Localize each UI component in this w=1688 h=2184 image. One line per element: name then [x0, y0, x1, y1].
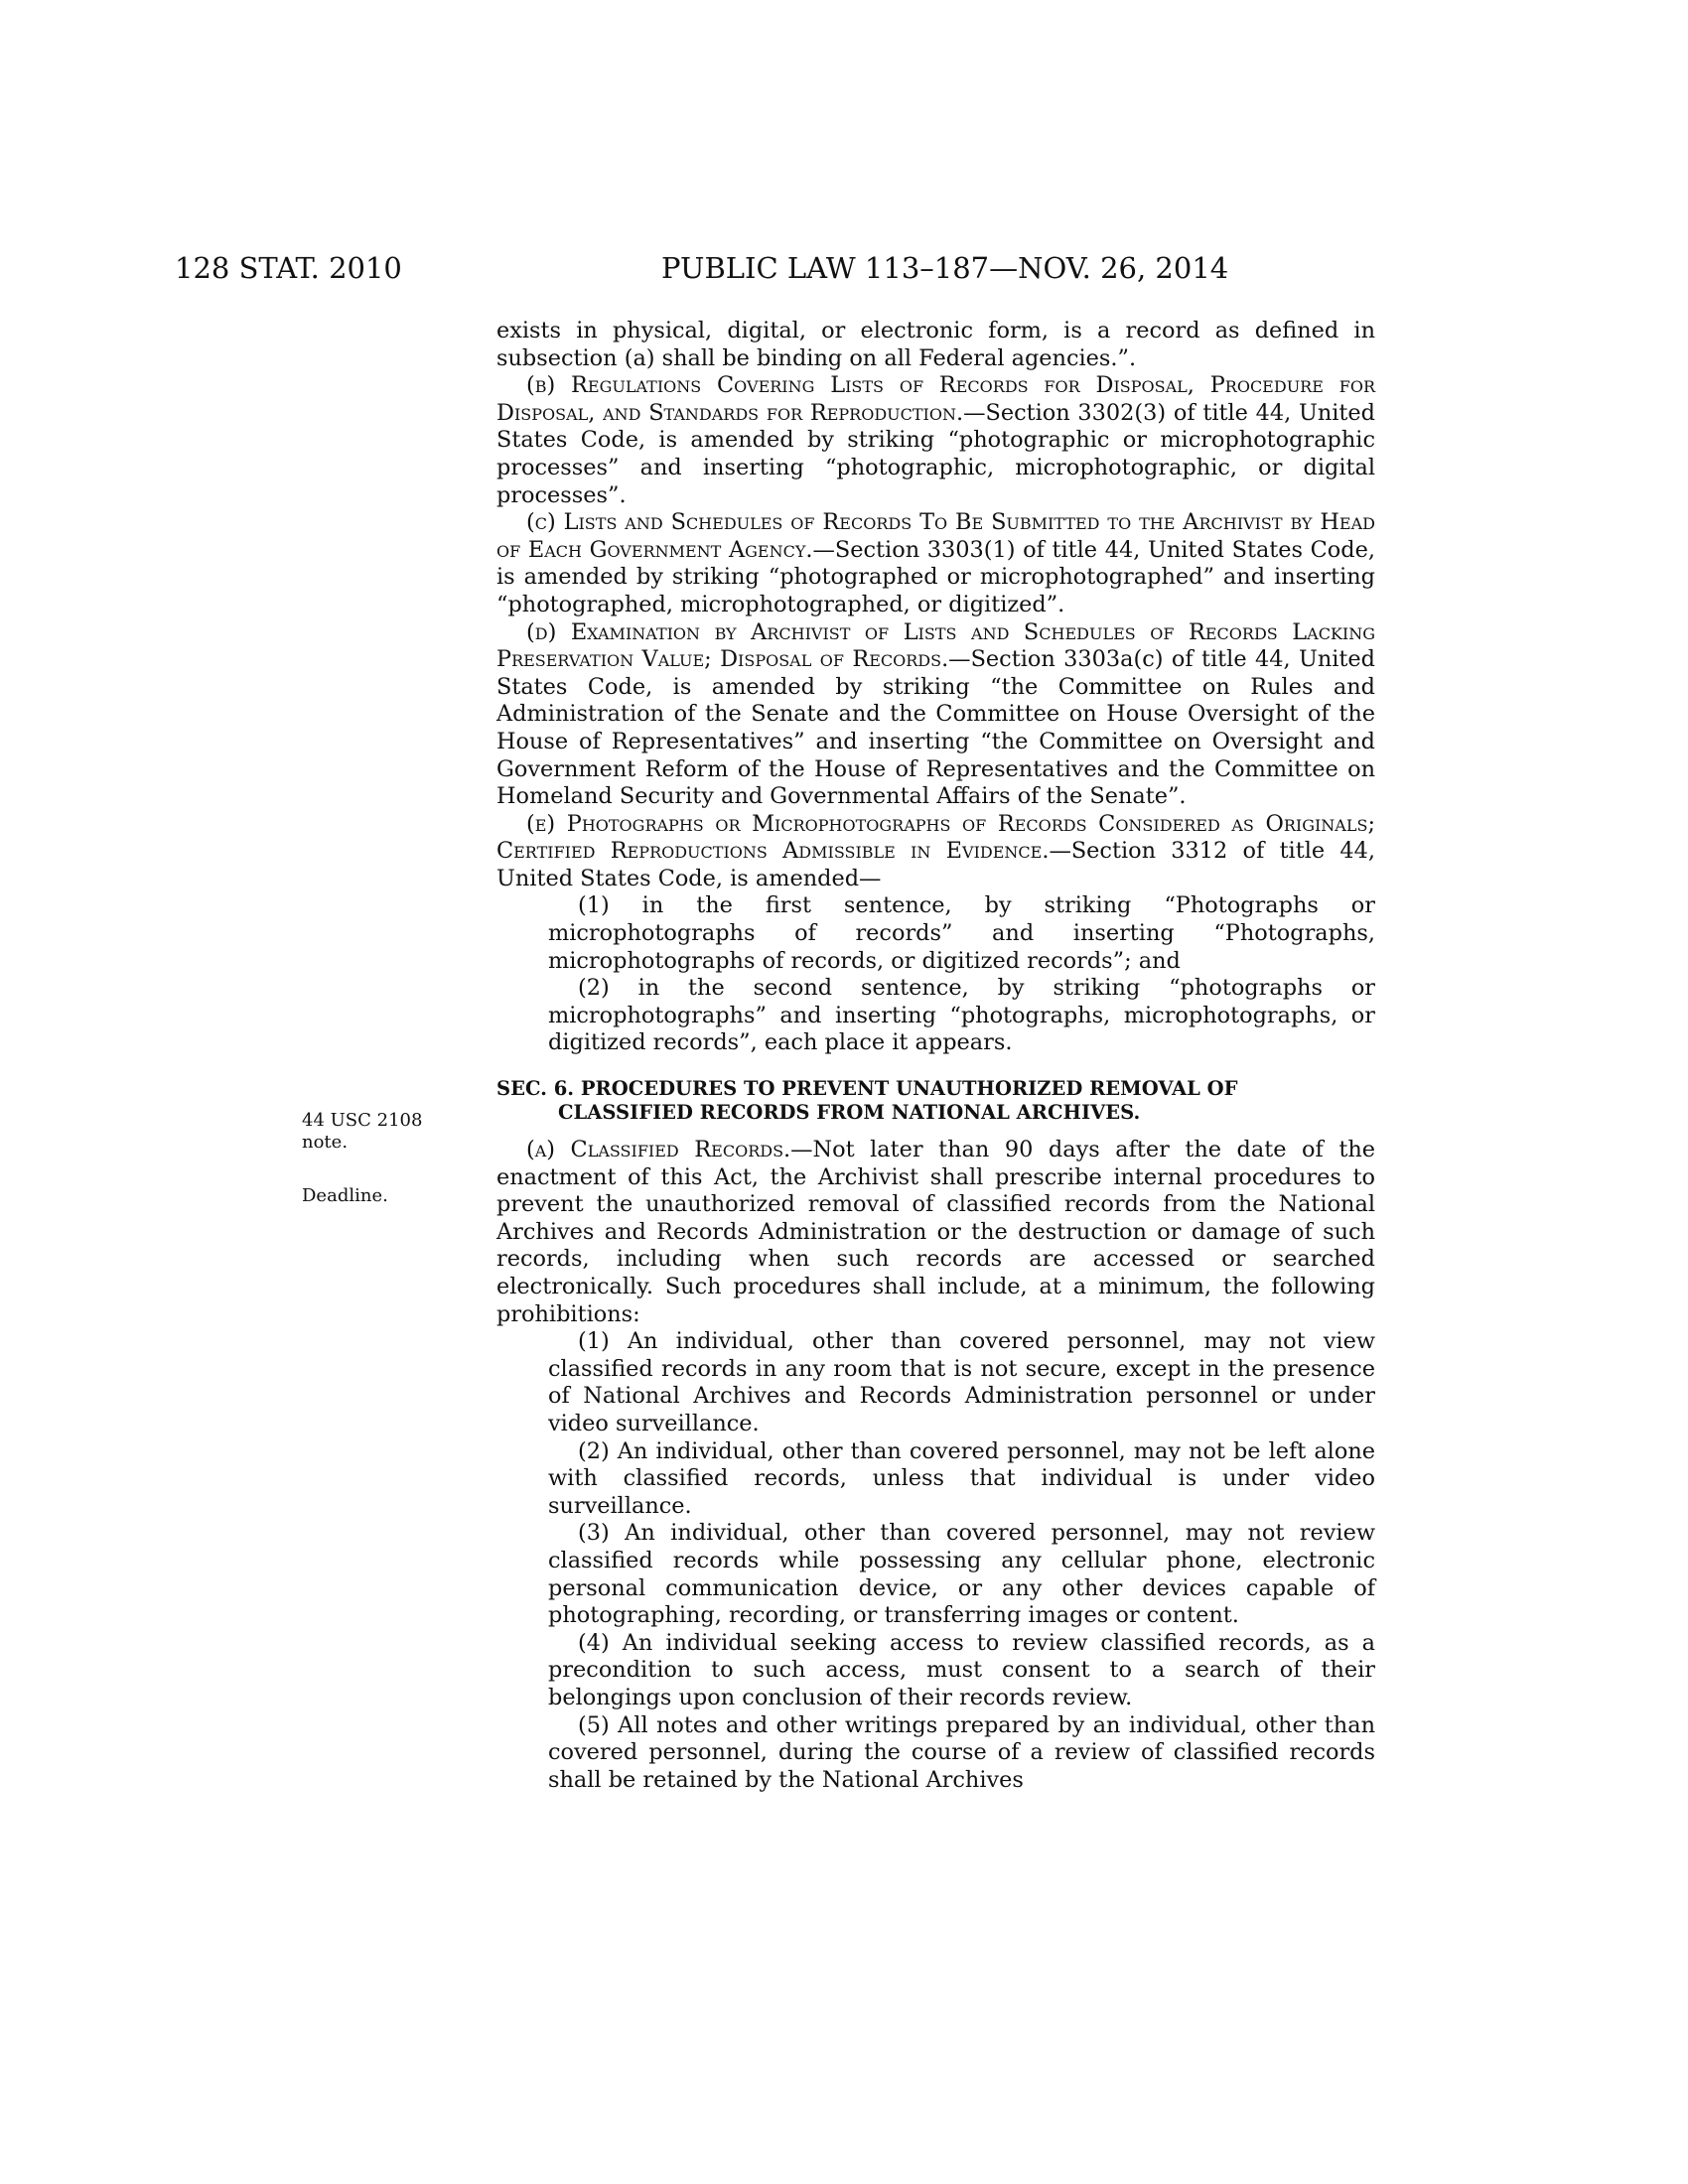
subsection-d [496, 619, 1375, 811]
page-header [175, 248, 1525, 288]
section-6-heading: SEC. 6. PROCEDURES TO PREVENT UNAUTHORIZED REMOVAL OF CLASSIFIED RECORDS FROM NATIONAL ARCHIVES. [496, 1077, 1238, 1125]
subsection-c [496, 509, 1375, 618]
document-body [496, 318, 1375, 1794]
prohibition-1: (1) An individual, other than covered personnel, may not view classified records in any room that is not secure, except in the presence of National Archives and Records Administration personnel or under video surveillance. [548, 1328, 1375, 1436]
statute-page-number: 128 STAT. 2010 [175, 251, 402, 285]
subsection-d-text: Section 3303a(c) of title 44, United States Code, is amended by striking “the Committee on Rules and Administration of the Senate and the Committee on House Oversight of the House of Representatives” and inserting “the Committee on Oversight and Government Reform of the House of Representatives and the Committee on Homeland Security and Governmental Affairs of the Senate”. [496, 646, 1375, 810]
subsection-e-paragraph-1: (1) in the first sentence, by striking “Photographs or microphotographs of records” and inserting “Photographs, microphotographs of records, or digitized records”; and [548, 892, 1375, 974]
section-6-subsection-a-text: Not later than 90 days after the date of the enactment of this Act, the Archivist shall prescribe internal procedures to prevent the unauthorized removal of classified records from the National Archives and Records Administration or the destruction or damage of such records, including when such records are accessed or searched electronically. Such procedures shall include, at a minimum, the following prohibitions: [496, 1137, 1375, 1327]
subsection-c-text: Section 3303(1) of title 44, United States Code, is amended by striking “photographed or microphotographed” and inserting “photographed, microphotographed, or digitized”. [496, 536, 1375, 617]
prohibition-5: (5) All notes and other writings prepared by an individual, other than covered personnel, during the course of a review of classified records shall be retained by the National Archives [548, 1711, 1375, 1793]
subsection-e-paragraph-2: (2) in the second sentence, by striking “photographs or microphotographs” and inserting “photographs, microphotographs, or digitized records”, each place it appears. [548, 975, 1375, 1056]
margin-citation-line-1: 44 USC 2108 [302, 1110, 423, 1131]
subsection-d-heading: (d) Examination by Archivist of Lists and Schedules of Records Lacking Preservation Value; Disposal of Records.— [496, 618, 1375, 673]
margin-deadline-note: Deadline. [302, 1185, 388, 1206]
margin-citation-line-2: note. [302, 1132, 349, 1153]
margin-citation [302, 1110, 422, 1154]
prohibition-3: (3) An individual, other than covered personnel, may not review classified records while possessing any cellular phone, electronic personal communication device, or any other devices capable of photographing, recording, or transferring images or content. [548, 1520, 1375, 1629]
subsection-c-heading: (c) Lists and Schedules of Records To Be Submitted to the Archivist by Head of Each Government Agency.— [496, 509, 1375, 563]
section-6-subsection-a-heading: (a) Classified Records.— [526, 1137, 813, 1163]
paragraph-continuation: exists in physical, digital, or electronic form, is a record as defined in subsection (a) shall be binding on all Federal agencies.”. [496, 318, 1375, 371]
section-6-subsection-a [496, 1137, 1375, 1328]
subsection-b-heading: (b) Regulations Covering Lists of Records for Disposal, Procedure for Disposal, and Standards for Reproduction.— [496, 372, 1375, 426]
prohibition-4: (4) An individual seeking access to review classified records, as a precondition to such access, must consent to a search of their belongings upon conclusion of their records review. [548, 1629, 1375, 1710]
subsection-b [496, 372, 1375, 509]
subsection-e-text: Section 3312 of title 44, United States Code, is amended— [496, 838, 1375, 891]
subsection-b-text: Section 3302(3) of title 44, United States Code, is amended by striking “photographic or microphotographic processes” and inserting “photographic, microphotographic, or digital processes”. [496, 399, 1376, 508]
subsection-e [496, 811, 1375, 893]
prohibition-2: (2) An individual, other than covered personnel, may not be left alone with classified records, unless that individual is under video surveillance. [548, 1437, 1375, 1519]
subsection-e-heading: (e) Photographs or Microphotographs of Records Considered as Originals; Certified Reproductions Admissible in Evidence.— [496, 810, 1375, 865]
public-law-title: PUBLIC LAW 113–187—NOV. 26, 2014 [661, 251, 1229, 285]
